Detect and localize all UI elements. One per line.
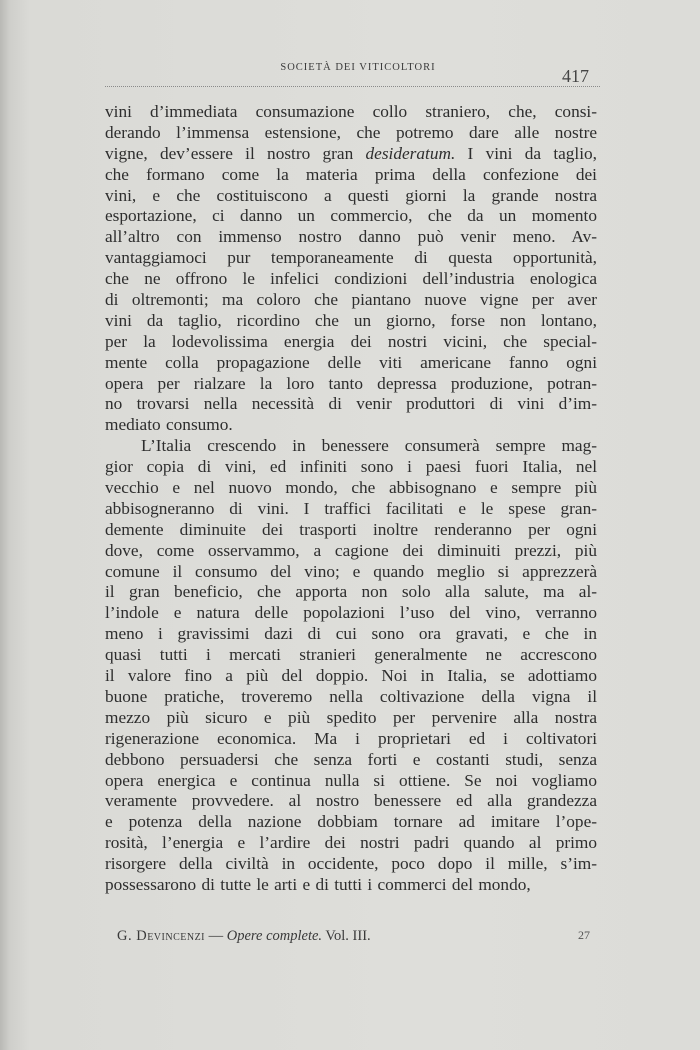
text-line: vini da taglio, ricordino che un giorno, forse non lontano, (105, 310, 597, 330)
text-line: mezzo più sicuro e più spedito per pervenire alla nostra (105, 707, 597, 727)
text-line: all’altro con immenso nostro danno può venir meno. Av- (105, 227, 597, 247)
text-line: risorgere della civiltà in occidente, poco dopo il mille, s’im- (105, 854, 597, 874)
text-line: abbisogneranno di vini. I traffici facilitati e le spese gran- (105, 498, 597, 518)
text-line: mente colla propagazione delle viti americane fanno ogni (105, 352, 597, 372)
text-line: il valore fino a più del doppio. Noi in Italia, se adottiamo (105, 666, 597, 686)
text-line: debbono persuadersi che senza forti e costanti studi, senza (105, 749, 597, 769)
text-line: esportazione, ci danno un commercio, che da un momento (105, 206, 597, 226)
text-line: rigenerazione economica. Ma i proprietari ed i coltivatori (105, 728, 597, 748)
text-line: veramente provvedere. al nostro benessere ed alla grandezza (105, 791, 597, 811)
text-segment: vigne, dev’essere il nostro gran (105, 143, 366, 163)
text-line: dove, come osservammo, a cagione dei diminuiti prezzi, più (105, 540, 597, 560)
text-line: vini, e che costituiscono a questi giorni la grande nostra (105, 185, 597, 205)
text-line: no trovarsi nella necessità di venir produttori di vini d’im- (105, 394, 597, 414)
page-number: 417 (562, 66, 589, 86)
text-line: mediato consumo. (105, 415, 233, 435)
text-line: che formano come la materia prima della confezione dei (105, 164, 597, 184)
text-line: derando l’immensa estensione, che potremo dare alle nostre (105, 122, 597, 142)
text-line: opera energica e continua nulla si ottiene. Se noi vogliamo (105, 770, 597, 790)
text-line: demente diminuite dei trasporti inoltre renderanno per ogni (105, 519, 597, 539)
text-line: comune il consumo del vino; e quando meglio si apprezzerà (105, 561, 597, 581)
footer-work: Opere complete. (226, 928, 323, 944)
text-line: il gran beneficio, che apporta non solo alla salute, ma al- (105, 582, 597, 602)
text-line: che ne offrono le infelici condizioni dell’industria enologica (105, 269, 597, 289)
text-line: l’indole e natura delle popolazioni l’uso del vino, verranno (105, 603, 597, 623)
text-line: L’Italia crescendo in benessere consumerà sempre mag- (141, 436, 597, 456)
footer-author: G. Devincenzi (117, 928, 206, 944)
text-line: vini d’immediata consumazione collo straniero, che, consi- (105, 102, 597, 121)
text-line: rosità, l’energia e l’ardire dei nostri padri quando al primo (105, 833, 597, 853)
text-line: possessarono di tutte le arti e di tutti i commerci del mondo, (105, 874, 531, 894)
running-title: SOCIETÀ DEI VITICOLTORI (280, 62, 436, 73)
text-line: per la lodevolissima energia dei nostri vicini, che special- (105, 331, 597, 351)
text-line: buone pratiche, troveremo nella coltivazione della vigna il (105, 686, 597, 706)
text-line: vantaggiamoci pur temporaneamente di questa opportunità, (105, 248, 597, 268)
text-line: di oltremonti; ma coloro che piantano nuove vigne per aver (105, 290, 597, 310)
text-line: meno i gravissimi dazi di cui sono ora gravati, e che in (105, 624, 597, 644)
text-line: quasi tutti i mercati stranieri generalmente ne accrescono (105, 645, 597, 665)
text-segment: I vini da taglio, (455, 143, 597, 163)
header-rule (105, 86, 600, 87)
text-line (105, 144, 597, 165)
text-line: vecchio e nel nuovo mondo, che abbisognano e sempre più (105, 478, 597, 498)
italic-term: desideratum. (365, 143, 456, 163)
text-line: e potenza della nazione dobbiam tornare ad imitare l’ope- (105, 812, 597, 832)
text-line: opera per rialzare la loro tanto depressa produzione, potran- (105, 373, 597, 393)
footer-citation (117, 928, 371, 945)
footer-dash: — (205, 928, 227, 944)
page-body (105, 102, 597, 896)
footer-volume: Vol. III. (322, 928, 371, 944)
signature-mark: 27 (578, 928, 590, 942)
text-line: gior copia di vini, ed infiniti sono i paesi fuori Italia, nel (105, 457, 597, 477)
